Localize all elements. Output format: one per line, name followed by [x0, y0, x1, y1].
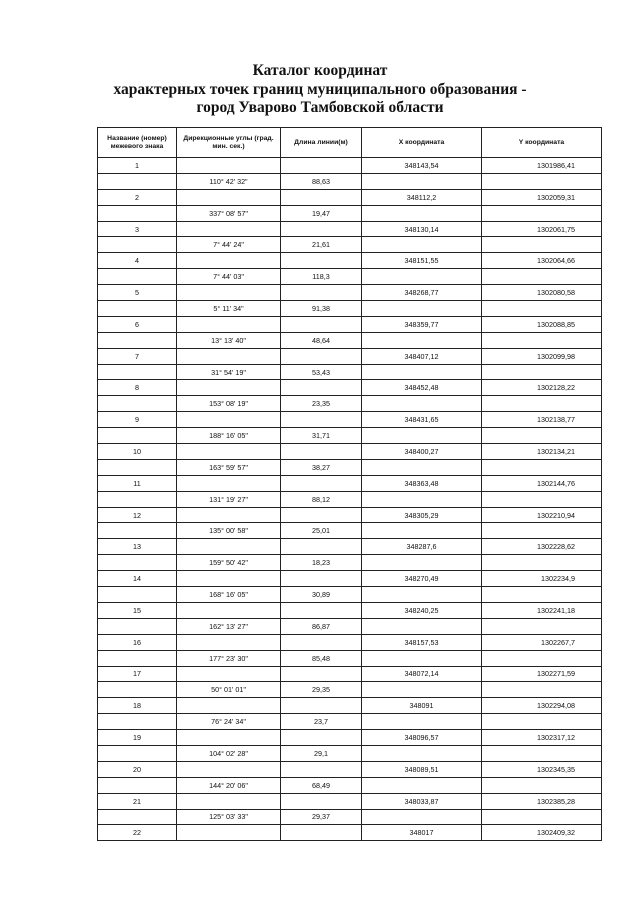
empty-cell: [362, 523, 482, 539]
x-coordinate-cell: 348157,53: [362, 634, 482, 650]
empty-cell: [482, 714, 602, 730]
table-header-row: [98, 128, 602, 158]
empty-cell: [177, 666, 281, 682]
point-name-cell: 20: [98, 761, 177, 777]
empty-cell: [98, 555, 177, 571]
y-coordinate-cell: 1302061,75: [482, 221, 602, 237]
line-length-cell: 30,89: [281, 587, 362, 603]
table-row: [98, 730, 602, 746]
y-coordinate-cell: 1302241,18: [482, 602, 602, 618]
empty-cell: [177, 507, 281, 523]
empty-cell: [177, 189, 281, 205]
empty-cell: [362, 745, 482, 761]
y-coordinate-cell: 1302210,94: [482, 507, 602, 523]
empty-cell: [362, 428, 482, 444]
direction-angle-cell: 337° 08' 57": [177, 205, 281, 221]
empty-cell: [362, 269, 482, 285]
empty-cell: [281, 189, 362, 205]
empty-cell: [98, 809, 177, 825]
table-row: [98, 221, 602, 237]
empty-cell: [482, 650, 602, 666]
line-length-cell: 88,63: [281, 173, 362, 189]
table-row: [98, 301, 602, 317]
y-coordinate-cell: 1302128,22: [482, 380, 602, 396]
empty-cell: [98, 682, 177, 698]
table-row: [98, 618, 602, 634]
empty-cell: [98, 523, 177, 539]
direction-angle-cell: 153° 08' 19": [177, 396, 281, 412]
point-name-cell: 17: [98, 666, 177, 682]
empty-cell: [177, 825, 281, 841]
empty-cell: [281, 412, 362, 428]
empty-cell: [177, 285, 281, 301]
x-coordinate-cell: 348270,49: [362, 571, 482, 587]
empty-cell: [98, 173, 177, 189]
y-coordinate-cell: 1302345,35: [482, 761, 602, 777]
empty-cell: [98, 301, 177, 317]
empty-cell: [177, 761, 281, 777]
direction-angle-cell: 177° 23' 30": [177, 650, 281, 666]
empty-cell: [482, 523, 602, 539]
empty-cell: [98, 618, 177, 634]
header-point-name: Название (номер) межевого знака: [98, 128, 177, 158]
x-coordinate-cell: 348400,27: [362, 444, 482, 460]
empty-cell: [281, 634, 362, 650]
point-name-cell: 6: [98, 316, 177, 332]
empty-cell: [482, 777, 602, 793]
empty-cell: [177, 412, 281, 428]
header-y-coordinate: Y координата: [482, 128, 602, 158]
direction-angle-cell: 163° 59' 57": [177, 459, 281, 475]
empty-cell: [362, 650, 482, 666]
table-row: [98, 602, 602, 618]
empty-cell: [362, 618, 482, 634]
empty-cell: [281, 253, 362, 269]
point-name-cell: 7: [98, 348, 177, 364]
point-name-cell: 14: [98, 571, 177, 587]
x-coordinate-cell: 348096,57: [362, 730, 482, 746]
point-name-cell: 12: [98, 507, 177, 523]
y-coordinate-cell: 1302317,12: [482, 730, 602, 746]
table-row: [98, 745, 602, 761]
empty-cell: [362, 173, 482, 189]
x-coordinate-cell: 348112,2: [362, 189, 482, 205]
table-row: [98, 158, 602, 174]
table-row: [98, 793, 602, 809]
empty-cell: [177, 634, 281, 650]
empty-cell: [177, 316, 281, 332]
direction-angle-cell: 168° 16' 05": [177, 587, 281, 603]
table-row: [98, 332, 602, 348]
y-coordinate-cell: 1302134,21: [482, 444, 602, 460]
point-name-cell: 5: [98, 285, 177, 301]
empty-cell: [482, 587, 602, 603]
empty-cell: [98, 428, 177, 444]
direction-angle-cell: 110° 42' 32": [177, 173, 281, 189]
table-row: [98, 761, 602, 777]
direction-angle-cell: 7° 44' 03": [177, 269, 281, 285]
empty-cell: [177, 348, 281, 364]
empty-cell: [281, 539, 362, 555]
x-coordinate-cell: 348268,77: [362, 285, 482, 301]
x-coordinate-cell: 348240,25: [362, 602, 482, 618]
empty-cell: [482, 809, 602, 825]
x-coordinate-cell: 348130,14: [362, 221, 482, 237]
empty-cell: [482, 396, 602, 412]
empty-cell: [177, 793, 281, 809]
table-row: [98, 428, 602, 444]
direction-angle-cell: 5° 11' 34": [177, 301, 281, 317]
empty-cell: [177, 380, 281, 396]
direction-angle-cell: 7° 44' 24": [177, 237, 281, 253]
line-length-cell: 21,61: [281, 237, 362, 253]
table-row: [98, 491, 602, 507]
empty-cell: [98, 205, 177, 221]
point-name-cell: 16: [98, 634, 177, 650]
point-name-cell: 3: [98, 221, 177, 237]
y-coordinate-cell: 1302385,28: [482, 793, 602, 809]
direction-angle-cell: 104° 02' 28": [177, 745, 281, 761]
header-direction-angle: Дирекционные углы (град. мин. сек.): [177, 128, 281, 158]
empty-cell: [177, 571, 281, 587]
y-coordinate-cell: 1302267,7: [482, 634, 602, 650]
point-name-cell: 4: [98, 253, 177, 269]
line-length-cell: 118,3: [281, 269, 362, 285]
direction-angle-cell: 159° 50' 42": [177, 555, 281, 571]
table-row: [98, 475, 602, 491]
table-row: [98, 444, 602, 460]
empty-cell: [281, 666, 362, 682]
y-coordinate-cell: 1301986,41: [482, 158, 602, 174]
y-coordinate-cell: 1302064,66: [482, 253, 602, 269]
empty-cell: [281, 507, 362, 523]
empty-cell: [177, 698, 281, 714]
empty-cell: [362, 682, 482, 698]
line-length-cell: 18,23: [281, 555, 362, 571]
y-coordinate-cell: 1302059,31: [482, 189, 602, 205]
x-coordinate-cell: 348287,6: [362, 539, 482, 555]
x-coordinate-cell: 348431,65: [362, 412, 482, 428]
empty-cell: [482, 301, 602, 317]
point-name-cell: 19: [98, 730, 177, 746]
empty-cell: [98, 396, 177, 412]
point-name-cell: 1: [98, 158, 177, 174]
table-row: [98, 682, 602, 698]
empty-cell: [362, 332, 482, 348]
point-name-cell: 9: [98, 412, 177, 428]
empty-cell: [482, 237, 602, 253]
line-length-cell: 53,43: [281, 364, 362, 380]
empty-cell: [482, 205, 602, 221]
table-row: [98, 396, 602, 412]
empty-cell: [177, 539, 281, 555]
table-row: [98, 634, 602, 650]
direction-angle-cell: 50° 01' 01": [177, 682, 281, 698]
direction-angle-cell: 131° 19' 27": [177, 491, 281, 507]
table-row: [98, 364, 602, 380]
empty-cell: [98, 745, 177, 761]
table-row: [98, 825, 602, 841]
x-coordinate-cell: 348143,54: [362, 158, 482, 174]
y-coordinate-cell: 1302088,85: [482, 316, 602, 332]
point-name-cell: 21: [98, 793, 177, 809]
x-coordinate-cell: 348151,55: [362, 253, 482, 269]
point-name-cell: 15: [98, 602, 177, 618]
direction-angle-cell: 162° 13' 27": [177, 618, 281, 634]
empty-cell: [98, 491, 177, 507]
table-row: [98, 650, 602, 666]
line-length-cell: 25,01: [281, 523, 362, 539]
x-coordinate-cell: 348091: [362, 698, 482, 714]
line-length-cell: 91,38: [281, 301, 362, 317]
empty-cell: [281, 761, 362, 777]
empty-cell: [482, 364, 602, 380]
table-row: [98, 348, 602, 364]
line-length-cell: 29,1: [281, 745, 362, 761]
empty-cell: [362, 777, 482, 793]
empty-cell: [177, 730, 281, 746]
empty-cell: [98, 332, 177, 348]
y-coordinate-cell: 1302228,62: [482, 539, 602, 555]
y-coordinate-cell: 1302138,77: [482, 412, 602, 428]
x-coordinate-cell: 348305,29: [362, 507, 482, 523]
point-name-cell: 8: [98, 380, 177, 396]
y-coordinate-cell: 1302099,98: [482, 348, 602, 364]
empty-cell: [482, 491, 602, 507]
empty-cell: [98, 269, 177, 285]
empty-cell: [281, 475, 362, 491]
y-coordinate-cell: 1302080,58: [482, 285, 602, 301]
table-row: [98, 237, 602, 253]
empty-cell: [482, 269, 602, 285]
empty-cell: [482, 173, 602, 189]
x-coordinate-cell: 348072,14: [362, 666, 482, 682]
line-length-cell: 23,7: [281, 714, 362, 730]
empty-cell: [281, 698, 362, 714]
empty-cell: [281, 571, 362, 587]
x-coordinate-cell: 348407,12: [362, 348, 482, 364]
empty-cell: [281, 221, 362, 237]
empty-cell: [177, 475, 281, 491]
table-row: [98, 523, 602, 539]
table-row: [98, 173, 602, 189]
empty-cell: [482, 459, 602, 475]
table-body: [98, 158, 602, 841]
empty-cell: [281, 348, 362, 364]
table-row: [98, 253, 602, 269]
empty-cell: [362, 301, 482, 317]
table-row: [98, 571, 602, 587]
document-subtitle-line-2: город Уварово Тамбовской области: [196, 99, 444, 116]
empty-cell: [482, 682, 602, 698]
y-coordinate-cell: 1302234,9: [482, 571, 602, 587]
empty-cell: [281, 380, 362, 396]
empty-cell: [362, 205, 482, 221]
document-title: Каталог координат: [252, 62, 388, 79]
empty-cell: [281, 602, 362, 618]
line-length-cell: 86,87: [281, 618, 362, 634]
line-length-cell: 85,48: [281, 650, 362, 666]
table-row: [98, 555, 602, 571]
point-name-cell: 13: [98, 539, 177, 555]
x-coordinate-cell: 348363,48: [362, 475, 482, 491]
point-name-cell: 2: [98, 189, 177, 205]
direction-angle-cell: 188° 16' 05": [177, 428, 281, 444]
x-coordinate-cell: 348359,77: [362, 316, 482, 332]
table-row: [98, 666, 602, 682]
table-row: [98, 714, 602, 730]
line-length-cell: 31,71: [281, 428, 362, 444]
y-coordinate-cell: 1302144,76: [482, 475, 602, 491]
table-row: [98, 587, 602, 603]
document-subtitle-line-1: характерных точек границ муниципального образования -: [113, 81, 527, 98]
empty-cell: [98, 364, 177, 380]
empty-cell: [482, 745, 602, 761]
line-length-cell: 88,12: [281, 491, 362, 507]
y-coordinate-cell: 1302271,59: [482, 666, 602, 682]
x-coordinate-cell: 348452,48: [362, 380, 482, 396]
table-row: [98, 189, 602, 205]
coordinates-table: [97, 127, 602, 841]
table-row: [98, 539, 602, 555]
direction-angle-cell: 13° 13' 40": [177, 332, 281, 348]
line-length-cell: 23,35: [281, 396, 362, 412]
table-row: [98, 316, 602, 332]
y-coordinate-cell: 1302409,32: [482, 825, 602, 841]
table-row: [98, 412, 602, 428]
empty-cell: [98, 459, 177, 475]
table-row: [98, 507, 602, 523]
direction-angle-cell: 125° 03' 33": [177, 809, 281, 825]
header-x-coordinate: X координата: [362, 128, 482, 158]
empty-cell: [98, 587, 177, 603]
empty-cell: [362, 364, 482, 380]
empty-cell: [362, 555, 482, 571]
x-coordinate-cell: 348033,87: [362, 793, 482, 809]
empty-cell: [281, 285, 362, 301]
table-row: [98, 777, 602, 793]
table-row: [98, 285, 602, 301]
empty-cell: [362, 396, 482, 412]
empty-cell: [98, 714, 177, 730]
line-length-cell: 48,64: [281, 332, 362, 348]
empty-cell: [362, 714, 482, 730]
empty-cell: [98, 237, 177, 253]
empty-cell: [98, 650, 177, 666]
empty-cell: [177, 221, 281, 237]
direction-angle-cell: 144° 20' 06": [177, 777, 281, 793]
table-row: [98, 205, 602, 221]
point-name-cell: 10: [98, 444, 177, 460]
line-length-cell: 29,35: [281, 682, 362, 698]
empty-cell: [281, 316, 362, 332]
empty-cell: [362, 491, 482, 507]
line-length-cell: 38,27: [281, 459, 362, 475]
point-name-cell: 18: [98, 698, 177, 714]
direction-angle-cell: 31° 54' 19": [177, 364, 281, 380]
empty-cell: [98, 777, 177, 793]
empty-cell: [177, 158, 281, 174]
empty-cell: [177, 444, 281, 460]
line-length-cell: 29,37: [281, 809, 362, 825]
table-row: [98, 809, 602, 825]
line-length-cell: 68,49: [281, 777, 362, 793]
direction-angle-cell: 76° 24' 34": [177, 714, 281, 730]
point-name-cell: 22: [98, 825, 177, 841]
direction-angle-cell: 135° 00' 58": [177, 523, 281, 539]
empty-cell: [482, 555, 602, 571]
empty-cell: [281, 444, 362, 460]
y-coordinate-cell: 1302294,08: [482, 698, 602, 714]
empty-cell: [177, 602, 281, 618]
empty-cell: [362, 459, 482, 475]
table-row: [98, 380, 602, 396]
empty-cell: [281, 793, 362, 809]
empty-cell: [482, 618, 602, 634]
header-line-length: Длина линии(м): [281, 128, 362, 158]
line-length-cell: 19,47: [281, 205, 362, 221]
empty-cell: [362, 809, 482, 825]
empty-cell: [362, 587, 482, 603]
empty-cell: [281, 730, 362, 746]
table-row: [98, 459, 602, 475]
empty-cell: [177, 253, 281, 269]
empty-cell: [482, 428, 602, 444]
empty-cell: [482, 332, 602, 348]
empty-cell: [362, 237, 482, 253]
table-row: [98, 698, 602, 714]
x-coordinate-cell: 348089,51: [362, 761, 482, 777]
empty-cell: [281, 825, 362, 841]
x-coordinate-cell: 348017: [362, 825, 482, 841]
table-row: [98, 269, 602, 285]
empty-cell: [281, 158, 362, 174]
point-name-cell: 11: [98, 475, 177, 491]
